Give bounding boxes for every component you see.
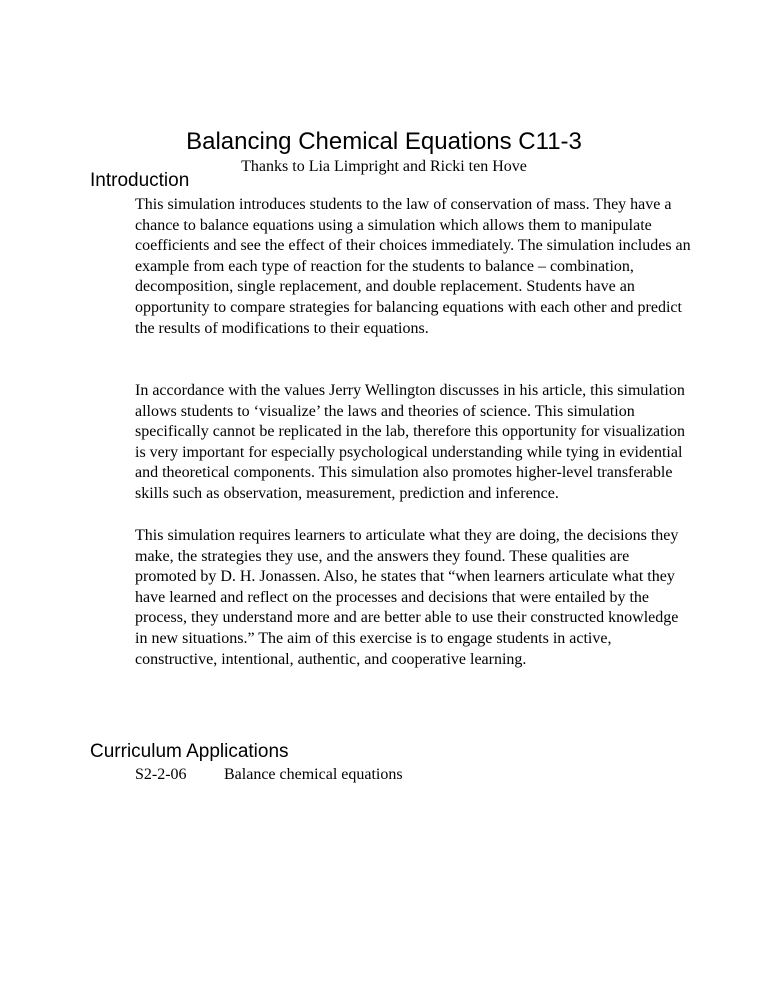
curriculum-item [135, 765, 403, 785]
document-title: Balancing Chemical Equations C11-3 [186, 128, 582, 155]
introduction-paragraph-3: This simulation requires learners to articulate what they are doing, the decisions they make, the strategies they use, and the answers they found. These qualities are promoted by D. H. Jonassen. Also, he states that “when learners articulate what they have learned and reflect on the processes and decisions that were entailed by the process, they understand more and are better able to use their constructed knowledge in new situations.” The aim of this exercise is to engage students in active, constructive, intentional, authentic, and cooperative learning. [135, 527, 679, 668]
document-subtitle: Thanks to Lia Limpright and Ricki ten Hove [241, 158, 527, 175]
curriculum-code: S2-2-06 [135, 766, 187, 783]
introduction-paragraph-1: This simulation introduces students to the law of conservation of mass. They have a chance to balance equations using a simulation which allows them to manipulate coefficients and see the effect of their choices immediately. The simulation includes an example from each type of reaction for the students to balance – combination, decomposition, single replacement, and double replacement. Students have an opportunity to compare strategies for balancing equations with each other and predict the results of modifications to their equations. [135, 196, 691, 337]
curriculum-description: Balance chemical equations [224, 766, 403, 783]
introduction-heading: Introduction [90, 170, 190, 191]
curriculum-heading: Curriculum Applications [90, 741, 289, 762]
introduction-paragraph-2: In accordance with the values Jerry Wellington discusses in his article, this simulation allows students to ‘visualize’ the laws and theories of science. This simulation specifically cannot be replicated in the lab, therefore this opportunity for visualization is very important for especially psychological understanding while tying in evidential and theoretical components. This simulation also promotes higher-level transferable skills such as observation, measurement, prediction and inference. [135, 382, 686, 502]
